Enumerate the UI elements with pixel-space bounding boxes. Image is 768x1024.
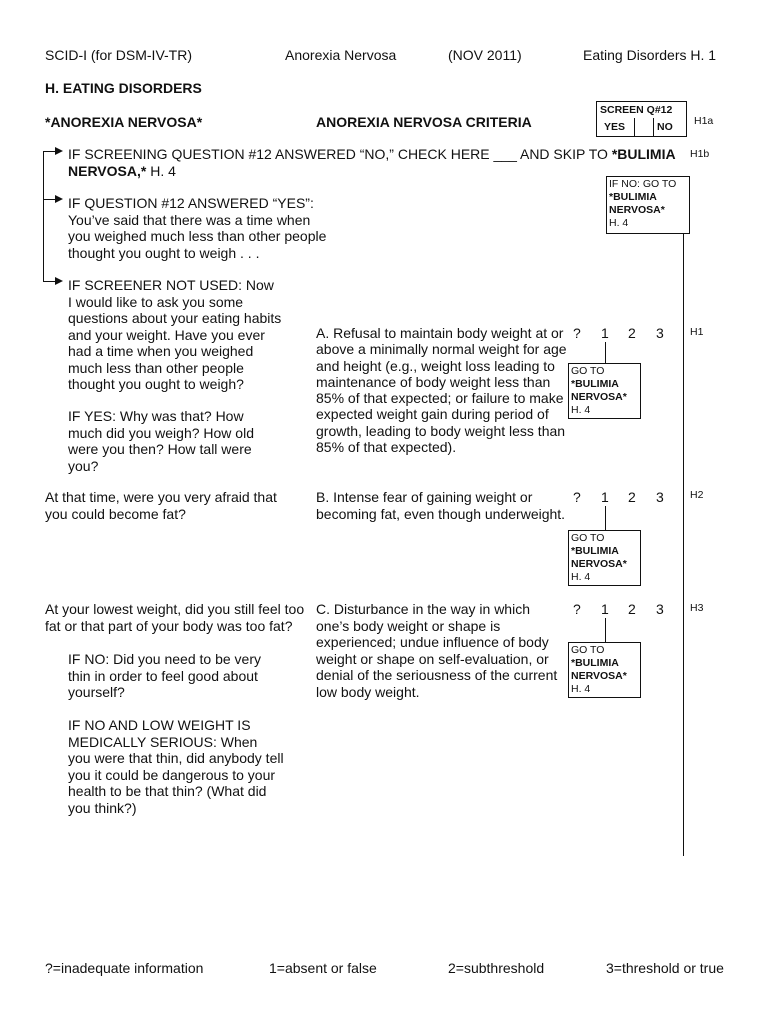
screen-yes-option[interactable]: YES bbox=[604, 121, 626, 133]
criterion-c-text: C. Disturbance in the way in which one’s body weight or shape is experienced; undue influence of body weight or shape on self-evaluation, or denial of the seriousness of the current low body weight. bbox=[316, 601, 558, 700]
skip-instruction-text: IF SCREENING QUESTION #12 ANSWERED “NO,” CHECK HERE ___ AND SKIP TO bbox=[68, 146, 612, 162]
arrow-right-icon bbox=[55, 277, 63, 285]
legend-subthreshold: 2=subthreshold bbox=[448, 960, 545, 976]
skip-target: *BULIMIA NERVOSA,* bbox=[68, 146, 676, 179]
criteria-heading: ANOREXIA NERVOSA CRITERIA bbox=[316, 114, 532, 130]
connector-line bbox=[605, 618, 606, 642]
goto-bulimia-box-a bbox=[568, 363, 641, 419]
instrument-name: SCID-I (for DSM-IV-TR) bbox=[45, 47, 192, 63]
legend-threshold: 3=threshold or true bbox=[606, 960, 724, 976]
connector-line bbox=[605, 342, 606, 363]
item-code-h3: H3 bbox=[690, 602, 704, 614]
question-b: At that time, were you very afraid that you could become fat? bbox=[45, 489, 277, 522]
item-code-h1: H1 bbox=[690, 326, 704, 338]
legend-absent: 1=absent or false bbox=[269, 960, 377, 976]
screen-no-option[interactable]: NO bbox=[657, 121, 673, 133]
goto-line4: H. 4 bbox=[571, 683, 591, 695]
rating-b-inadequate[interactable]: ? bbox=[573, 489, 581, 505]
module-name: Anorexia Nervosa bbox=[285, 47, 397, 63]
screen-divider bbox=[634, 118, 635, 137]
goto-line3: NERVOSA* bbox=[571, 391, 627, 403]
skip-line-vertical bbox=[683, 234, 684, 856]
skip-instruction bbox=[68, 146, 678, 180]
criterion-b-text: B. Intense fear of gaining weight or becoming fat, even though underweight. bbox=[316, 489, 566, 522]
if-no-goto-line4: H. 4 bbox=[609, 217, 629, 229]
rating-a-threshold[interactable]: 3 bbox=[656, 325, 664, 341]
q12-yes-prompt: IF QUESTION #12 ANSWERED “YES”: You’ve said that there was a time when you weighed much less than other people thought you ought to weigh . . . bbox=[68, 195, 327, 261]
item-code-h1b: H1b bbox=[690, 148, 710, 160]
rating-c-subthreshold[interactable]: 2 bbox=[628, 601, 636, 617]
criterion-a-text: A. Refusal to maintain body weight at or above a minimally normal weight for age and height (e.g., weight loss leading to maintenance of body weight less than 85% of that expected; or failure to make expected weight gain during period of growth, leading to body weight less than 85% of that expected). bbox=[316, 325, 567, 456]
if-yes-followup: IF YES: Why was that? How much did you weigh? How old were you then? How tall were you? bbox=[68, 408, 254, 474]
item-code-h1a: H1a bbox=[694, 115, 714, 127]
rating-b-subthreshold[interactable]: 2 bbox=[628, 489, 636, 505]
section-title: H. EATING DISORDERS bbox=[45, 80, 202, 96]
connector-line bbox=[605, 506, 606, 530]
screen-divider bbox=[653, 118, 654, 137]
item-code-h2: H2 bbox=[690, 489, 704, 501]
goto-line1: GO TO bbox=[571, 532, 605, 544]
goto-line4: H. 4 bbox=[571, 571, 591, 583]
subheading-anorexia: *ANOREXIA NERVOSA* bbox=[45, 114, 203, 130]
goto-line2: *BULIMIA bbox=[571, 378, 619, 390]
screen-q12-box bbox=[596, 101, 687, 137]
screen-q12-title: SCREEN Q#12 bbox=[600, 104, 673, 116]
screener-not-used-prompt: IF SCREENER NOT USED: Now I would like to ask you some questions about your eating habits and your weight. Have you ever had a time when you weighed much less than other people thought you ought to weigh? bbox=[68, 277, 282, 392]
rating-c-threshold[interactable]: 3 bbox=[656, 601, 664, 617]
if-no-goto-line1: IF NO: GO TO bbox=[609, 178, 677, 190]
rating-a-inadequate[interactable]: ? bbox=[573, 325, 581, 341]
rating-b-threshold[interactable]: 3 bbox=[656, 489, 664, 505]
rating-c-absent[interactable]: 1 bbox=[601, 601, 609, 617]
h3-followup-if-no: IF NO: Did you need to be very thin in order to feel good about yourself? bbox=[68, 651, 261, 700]
goto-line2: *BULIMIA bbox=[571, 657, 619, 669]
if-no-goto-line3: NERVOSA* bbox=[609, 204, 665, 216]
question-c: At your lowest weight, did you still feel too fat or that part of your body was too fat? bbox=[45, 601, 305, 634]
goto-line1: GO TO bbox=[571, 365, 605, 377]
goto-line3: NERVOSA* bbox=[571, 558, 627, 570]
if-no-goto-box bbox=[606, 176, 690, 234]
skip-page: H. 4 bbox=[146, 163, 176, 179]
arrow-right-icon bbox=[55, 147, 63, 155]
rating-a-absent[interactable]: 1 bbox=[601, 325, 609, 341]
page-label: Eating Disorders H. 1 bbox=[583, 47, 717, 63]
goto-line4: H. 4 bbox=[571, 404, 591, 416]
goto-line3: NERVOSA* bbox=[571, 670, 627, 682]
h3-followup-medically-serious: IF NO AND LOW WEIGHT IS MEDICALLY SERIOUS: When you were that thin, did anybody tell you it could be dangerous to your health to be that thin? (What did you think?) bbox=[68, 717, 284, 816]
skip-bracket-line bbox=[43, 151, 44, 281]
goto-bulimia-box-c bbox=[568, 642, 641, 698]
legend-inadequate: ?=inadequate information bbox=[45, 960, 204, 976]
if-no-goto-line2: *BULIMIA bbox=[609, 191, 657, 203]
version-date: (NOV 2011) bbox=[448, 47, 522, 63]
rating-a-subthreshold[interactable]: 2 bbox=[628, 325, 636, 341]
rating-b-absent[interactable]: 1 bbox=[601, 489, 609, 505]
goto-bulimia-box-b bbox=[568, 530, 641, 586]
goto-line1: GO TO bbox=[571, 644, 605, 656]
goto-line2: *BULIMIA bbox=[571, 545, 619, 557]
arrow-right-icon bbox=[55, 195, 63, 203]
rating-c-inadequate[interactable]: ? bbox=[573, 601, 581, 617]
